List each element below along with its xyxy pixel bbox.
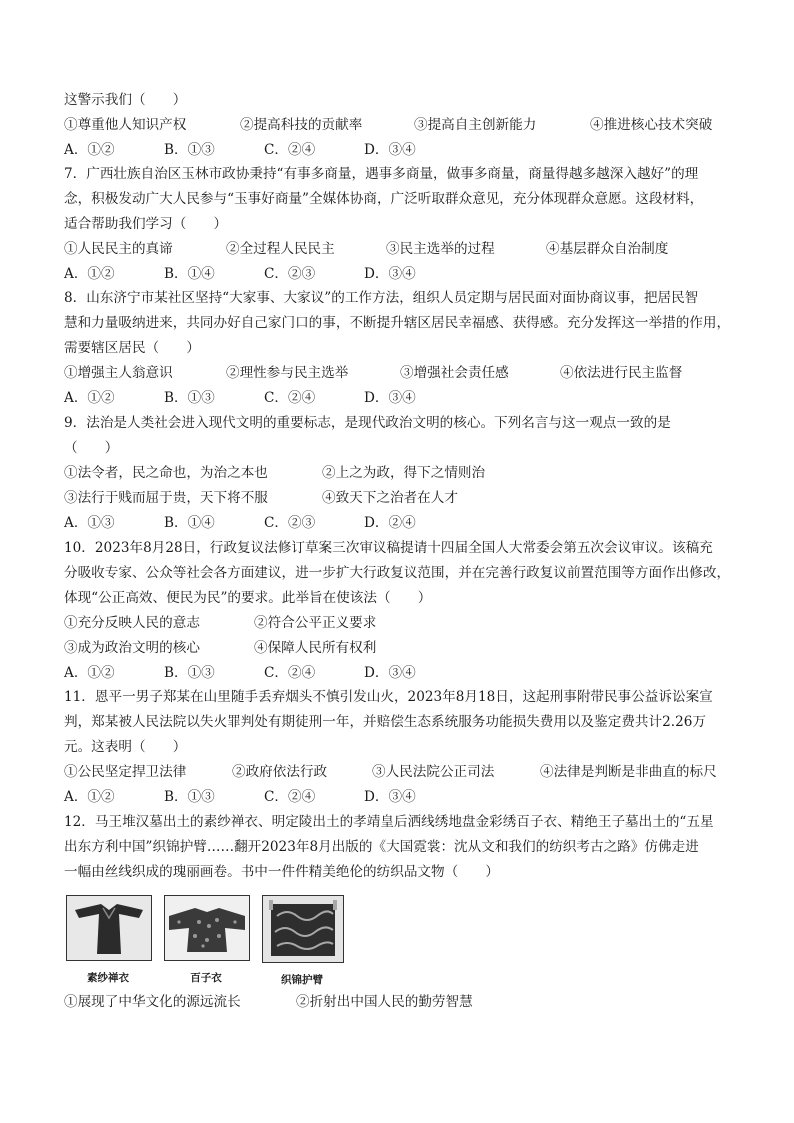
q7-choices [64,262,764,286]
q10-options-row-2 [64,636,764,661]
figure-plain-gauze-robe [66,895,150,985]
q6-stem: 这警示我们（ ） [64,92,187,108]
q10-stem-line-1: 10．2023年8月28日，行政复议法修订草案三次审议稿提请十四届全国人大常委会第五次会议审议。该稿充 [64,540,713,556]
q10-choice-d: D．③④ [364,665,416,681]
q12-stem-line-2: 出东方利中国”织锦护臂……翻开2023年8月出版的《大国霓裳：沈从文和我们的纺织考古之路》仿佛走进 [64,839,699,855]
q10-options-row-1 [64,611,764,636]
q8-choice-d: D．③④ [364,390,416,406]
q6-choice-a: A．①② [64,142,115,158]
figure-hundred-children-robe [164,895,248,985]
q9-option-2: ②上之为政，得下之情则治 [322,465,486,481]
q10-option-4: ④保障人民所有权利 [254,640,377,656]
q11-choice-b: B．①③ [164,789,215,805]
hundred-children-robe-image [164,895,250,961]
q9-options-row-1 [64,461,764,486]
q6-choices [64,138,764,162]
q10-option-3: ③成为政治文明的核心 [64,640,200,656]
q10-choices [64,661,764,685]
q7-option-1: ①人民民主的真谛 [64,241,173,257]
q8-option-2: ②理性参与民主选举 [226,365,349,381]
q11-choice-d: D．③④ [364,789,416,805]
q9-choice-b: B．①④ [164,515,215,531]
q7-option-4: ④基层群众自治制度 [546,241,669,257]
q12-option-1: ①展现了中华文化的源远流长 [64,994,241,1010]
q11-stem-line-3: 元。这表明（ ） [64,739,187,755]
q9-stem-line-1: 9．法治是人类社会进入现代文明的重要标志，是现代政治文明的核心。下列名言与这一观点一致的是 [64,415,671,431]
q7-choice-b: B．①④ [164,266,215,282]
q8-choice-c: C．②④ [264,390,316,406]
q9-option-3: ③法行于贱而屈于贵，天下将不服 [64,490,268,506]
q7-option-2: ②全过程人民民主 [226,241,335,257]
q6-option-2: ②提高科技的贡献率 [240,117,363,133]
q8-choice-a: A．①② [64,390,115,406]
q11-choice-a: A．①② [64,789,115,805]
q6-option-1: ①尊重他人知识产权 [64,117,187,133]
q10-option-2: ②符合公平正义要求 [254,615,377,631]
q7-options [64,237,764,262]
q8-stem-line-3: 需要辖区居民（ ） [64,340,200,356]
q8-stem-line-1: 8．山东济宁市某社区坚持“大家事、大家议”的工作方法，组织人员定期与居民面对面协商议事，把居民智 [64,290,699,306]
artifact-figures [66,895,356,985]
q12-stem-line-3: 一幅由丝线织成的瑰丽画卷。书中一件件精美绝伦的纺织品文物（ ） [64,864,499,880]
q11-option-4: ④法律是判断是非曲直的标尺 [540,764,717,780]
q10-choice-c: C．②④ [264,665,316,681]
q11-option-1: ①公民坚定捍卫法律 [64,764,187,780]
q9-choice-c: C．②③ [264,515,316,531]
q9-option-4: ④致天下之治者在人才 [322,490,458,506]
q12-stem-line-1: 12．马王堆汉墓出土的素纱禅衣、明定陵出土的孝靖皇后洒线绣地盘金彩绣百子衣、精绝王子墓出土的“五星 [64,814,714,830]
q7-stem-line-2: 念，积极发动广大人民参与“玉事好商量”全媒体协商，广泛听取群众意见，充分体现群众意愿。这段材料， [64,191,704,207]
q11-stem-line-1: 11．恩平一男子郑某在山里随手丢弃烟头不慎引发山火，2023年8月18日，这起刑事附带民事公益诉讼案宣 [64,689,713,705]
q6-choice-d: D．③④ [364,142,416,158]
q10-choice-a: A．①② [64,665,115,681]
q10-option-1: ①充分反映人民的意志 [64,615,200,631]
q9-choices [64,511,764,535]
plain-gauze-robe-image [66,895,152,961]
q9-choice-d: D．②④ [364,515,416,531]
q11-option-2: ②政府依法行政 [232,764,328,780]
q8-option-4: ④依法进行民主监督 [560,365,683,381]
q9-options-row-2 [64,486,764,511]
q10-choice-b: B．①③ [164,665,215,681]
q11-options [64,760,764,785]
caption-brocade-armguard: 织锦护臂 [281,974,323,986]
caption-plain-gauze-robe: 素纱禅衣 [87,972,129,984]
q11-option-3: ③人民法院公正司法 [372,764,495,780]
q8-stem-line-2: 慧和力量吸纳进来，共同办好自己家门口的事，不断提升辖区居民幸福感、获得感。充分发挥这一举措的作用， [64,315,731,331]
q11-choices [64,785,764,809]
figure-brocade-armguard [262,895,342,987]
q6-options [64,113,764,138]
q7-stem-line-1: 7．广西壮族自治区玉林市政协秉持“有事多商量，遇事多商量，做事多商量，商量得越多越深入越好”的理 [64,166,699,182]
q7-choice-a: A．①② [64,266,115,282]
q8-choices [64,386,764,410]
q12-options [64,990,764,1015]
q11-choice-c: C．②④ [264,789,316,805]
q7-choice-d: D．③④ [364,266,416,282]
q10-stem-line-2: 分吸收专家、公众等社会各方面建议，进一步扩大行政复议范围，并在完善行政复议前置范围等方面作出修改， [64,565,731,581]
q12-option-2: ②折射出中国人民的勤劳智慧 [296,994,473,1010]
q6-option-4: ④推进核心技术突破 [590,117,713,133]
q11-stem-line-2: 判，郑某被人民法院以失火罪判处有期徒刑一年，并赔偿生态系统服务功能损失费用以及鉴定费共计2.26万 [64,714,706,730]
q8-choice-b: B．①③ [164,390,215,406]
q6-choice-b: B．①③ [164,142,215,158]
q9-stem-line-2: （ ） [64,440,119,456]
brocade-armguard-image [262,895,344,963]
q7-stem-line-3: 适合帮助我们学习（ ） [64,216,228,232]
q8-option-1: ①增强主人翁意识 [64,365,173,381]
q8-options [64,361,764,386]
q6-choice-c: C．②④ [264,142,316,158]
q10-stem-line-3: 体现“公正高效、便民为民”的要求。此举旨在使该法（ ） [64,590,432,606]
caption-hundred-children-robe: 百子衣 [190,972,222,984]
q7-choice-c: C．②③ [264,266,316,282]
q9-choice-a: A．①③ [64,515,115,531]
q9-option-1: ①法令者，民之命也，为治之本也 [64,465,268,481]
q8-option-3: ③增强社会责任感 [400,365,509,381]
q7-option-3: ③民主选举的过程 [386,241,495,257]
q6-option-3: ③提高自主创新能力 [414,117,537,133]
